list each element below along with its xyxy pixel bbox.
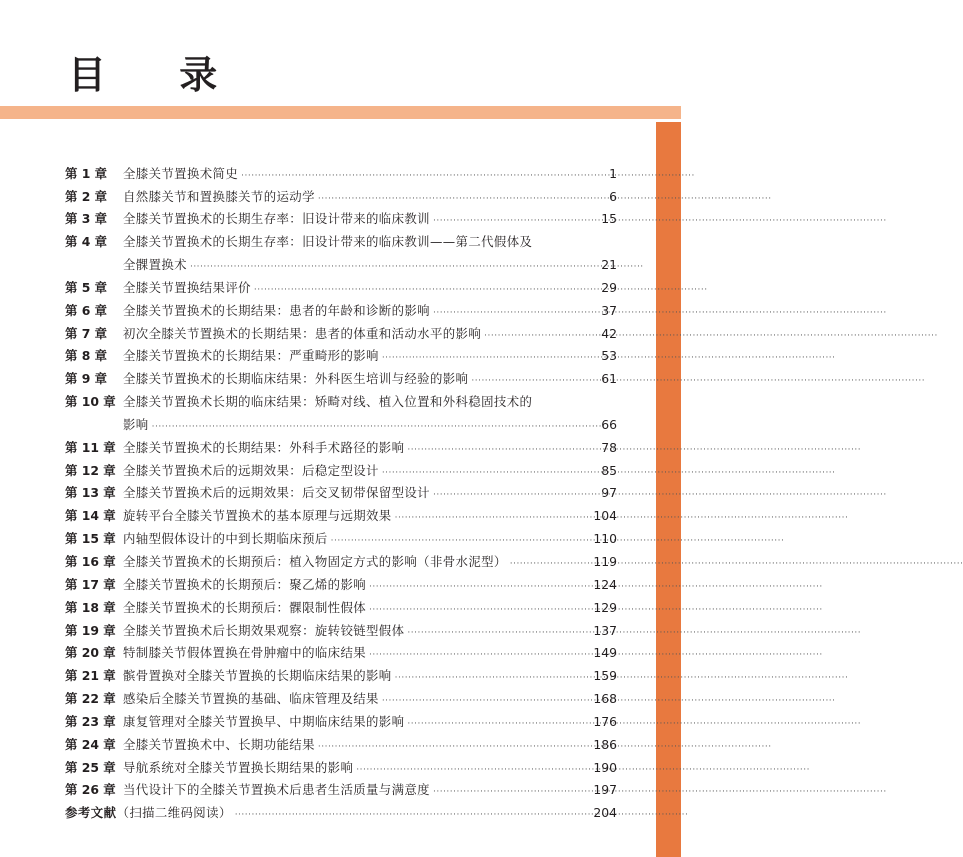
dot-leader xyxy=(407,439,596,462)
toc-entry-references[interactable] xyxy=(65,802,617,825)
toc-entry[interactable] xyxy=(65,574,617,597)
page-number: 159 xyxy=(593,668,617,684)
chapter-title: 初次全膝关节置换术的长期结果：患者的体重和活动水平的影响 xyxy=(123,325,482,341)
chapter-title: 全膝关节置换术后的远期效果：后交叉韧带保留型设计 xyxy=(123,485,430,501)
chapter-title: 全膝关节置换术后长期效果观察：旋转铰链型假体 xyxy=(123,622,405,638)
chapter-number: 第 14 章 xyxy=(65,508,116,524)
toc-entry[interactable] xyxy=(65,505,617,528)
dot-leader xyxy=(407,622,590,645)
chapter-number: 第 24 章 xyxy=(65,736,116,752)
chapter-title: 特制膝关节假体置换在骨肿瘤中的临床结果 xyxy=(123,645,367,661)
chapter-number: 第 7 章 xyxy=(65,325,108,341)
chapter-number: 第 6 章 xyxy=(65,302,108,318)
dot-leader xyxy=(484,325,596,348)
chapter-number: 第 5 章 xyxy=(65,279,108,295)
chapter-number: 第 10 章 xyxy=(65,394,116,410)
toc-entry[interactable] xyxy=(65,460,617,483)
dot-leader xyxy=(318,188,596,211)
dot-leader xyxy=(510,553,591,576)
chapter-number: 第 17 章 xyxy=(65,576,116,592)
dot-leader xyxy=(433,302,596,325)
toc-entry[interactable] xyxy=(65,711,617,734)
toc-entry[interactable] xyxy=(65,597,617,620)
references-note: （扫描二维码阅读） xyxy=(116,805,232,821)
toc-entry[interactable] xyxy=(65,528,617,551)
page-number: 29 xyxy=(601,279,617,295)
chapter-number: 第 22 章 xyxy=(65,691,116,707)
toc-entry[interactable] xyxy=(65,186,617,209)
chapter-number: 第 4 章 xyxy=(65,234,108,250)
page-number: 66 xyxy=(601,416,617,432)
dot-leader xyxy=(369,576,590,599)
dot-leader xyxy=(433,210,596,233)
dot-leader xyxy=(407,713,590,736)
chapter-title: 旋转平台全膝关节置换术的基本原理与远期效果 xyxy=(123,508,392,524)
toc-entry[interactable] xyxy=(65,345,617,368)
chapter-number: 第 2 章 xyxy=(65,188,108,204)
page-number: 1 xyxy=(609,166,617,181)
chapter-title: 全膝关节置换术的长期生存率：旧设计带来的临床教训 xyxy=(123,211,430,227)
page-number: 190 xyxy=(593,759,617,775)
page-number: 197 xyxy=(593,782,617,798)
page-number: 6 xyxy=(609,188,617,204)
chapter-number: 第 19 章 xyxy=(65,622,116,638)
page-number: 42 xyxy=(601,325,617,341)
dot-leader xyxy=(331,530,591,553)
toc-entry[interactable] xyxy=(65,642,617,665)
chapter-title: 全膝关节置换术的长期预后：聚乙烯的影响 xyxy=(123,576,367,592)
chapter-title: 髌骨置换对全膝关节置换的长期临床结果的影响 xyxy=(123,668,392,684)
dot-leader xyxy=(241,165,596,188)
toc-entry[interactable] xyxy=(65,734,617,757)
dot-leader xyxy=(190,256,596,279)
chapter-title: 当代设计下的全膝关节置换术后患者生活质量与满意度 xyxy=(123,782,430,798)
dot-leader xyxy=(382,462,596,485)
toc-entry[interactable] xyxy=(65,482,617,505)
chapter-title: 自然膝关节和置换膝关节的运动学 xyxy=(123,188,315,204)
chapter-title: 全膝关节置换术后的远期效果：后稳定型设计 xyxy=(123,462,379,478)
toc-entry[interactable] xyxy=(65,231,617,254)
page-number: 129 xyxy=(593,599,617,615)
dot-leader xyxy=(369,599,590,622)
chapter-number: 第 12 章 xyxy=(65,462,116,478)
toc-entry[interactable] xyxy=(65,163,617,186)
chapter-title: 全膝关节置换术的长期结果：严重畸形的影响 xyxy=(123,348,379,364)
page-number: 149 xyxy=(593,645,617,661)
toc-entry[interactable] xyxy=(65,620,617,643)
page-number: 110 xyxy=(593,531,617,547)
page-number: 204 xyxy=(593,805,617,821)
page-number: 104 xyxy=(593,508,617,524)
toc-entry[interactable] xyxy=(65,277,617,300)
chapter-title: 导航系统对全膝关节置换长期结果的影响 xyxy=(123,759,354,775)
page-number: 124 xyxy=(593,576,617,592)
chapter-number: 第 11 章 xyxy=(65,439,116,455)
page-number: 97 xyxy=(601,485,617,501)
dot-leader xyxy=(395,667,591,690)
page-number: 15 xyxy=(601,211,617,227)
chapter-title: 全膝关节置换术简史 xyxy=(123,166,239,181)
toc-entry[interactable] xyxy=(65,254,617,277)
toc-entry[interactable] xyxy=(65,757,617,780)
page-number: 53 xyxy=(601,348,617,364)
chapter-title: 全膝关节置换术的长期生存率：旧设计带来的临床教训——第二代假体及 xyxy=(123,234,533,250)
dot-leader xyxy=(369,644,590,667)
chapter-number: 第 18 章 xyxy=(65,599,116,615)
dot-leader xyxy=(471,370,596,393)
chapter-title: 全膝关节置换结果评价 xyxy=(123,279,251,295)
dot-leader xyxy=(433,484,596,507)
toc-entry[interactable] xyxy=(65,437,617,460)
chapter-number: 第 26 章 xyxy=(65,782,116,798)
page-number: 78 xyxy=(601,439,617,455)
page-number: 186 xyxy=(593,736,617,752)
chapter-number: 第 13 章 xyxy=(65,485,116,501)
chapter-title: 康复管理对全膝关节置换早、中期临床结果的影响 xyxy=(123,713,405,729)
chapter-title: 全膝关节置换术中、长期功能结果 xyxy=(123,736,315,752)
table-of-contents xyxy=(65,163,617,825)
page-number: 85 xyxy=(601,462,617,478)
page-number: 119 xyxy=(593,554,617,569)
toc-entry[interactable] xyxy=(65,208,617,231)
page-title: 目 录 xyxy=(68,53,248,97)
chapter-title: 影响 xyxy=(123,416,149,432)
toc-entry[interactable] xyxy=(65,665,617,688)
chapter-number: 第 16 章 xyxy=(65,554,116,569)
dot-leader xyxy=(433,781,590,804)
toc-entry[interactable] xyxy=(65,779,617,802)
dot-leader xyxy=(318,736,590,759)
chapter-number: 第 1 章 xyxy=(65,166,108,181)
toc-entry[interactable] xyxy=(65,414,617,437)
chapter-number: 第 8 章 xyxy=(65,348,108,364)
page-number: 176 xyxy=(593,713,617,729)
chapter-title: 全膝关节置换术的长期预后：髁限制性假体 xyxy=(123,599,367,615)
chapter-number: 第 9 章 xyxy=(65,371,108,387)
page-number: 137 xyxy=(593,622,617,638)
references-label: 参考文献 xyxy=(65,805,117,821)
chapter-title: 全膝关节置换术的长期临床结果：外科医生培训与经验的影响 xyxy=(123,371,469,387)
chapter-number: 第 21 章 xyxy=(65,668,116,684)
chapter-title: 全膝关节置换术的长期结果：患者的年龄和诊断的影响 xyxy=(123,302,430,318)
toc-entry[interactable] xyxy=(65,551,617,574)
chapter-number: 第 20 章 xyxy=(65,645,116,661)
chapter-title: 全膝关节置换术长期的临床结果：矫畸对线、植入位置和外科稳固技术的 xyxy=(123,394,533,410)
page-number: 168 xyxy=(593,691,617,707)
chapter-title: 全膝关节置换术的长期预后：植入物固定方式的影响（非骨水泥型） xyxy=(123,554,507,569)
header-band xyxy=(0,106,681,119)
toc-entry[interactable] xyxy=(65,368,617,391)
page-number: 37 xyxy=(601,302,617,318)
toc-entry[interactable] xyxy=(65,688,617,711)
page-number: 61 xyxy=(601,371,617,387)
toc-entry[interactable] xyxy=(65,323,617,346)
dot-leader xyxy=(356,759,590,782)
chapter-number: 第 15 章 xyxy=(65,531,116,547)
chapter-number: 第 3 章 xyxy=(65,211,108,227)
dot-leader xyxy=(382,690,591,713)
dot-leader xyxy=(152,416,596,439)
chapter-number: 第 23 章 xyxy=(65,713,116,729)
toc-entry[interactable] xyxy=(65,391,617,414)
chapter-number: 第 25 章 xyxy=(65,759,116,775)
page-number: 21 xyxy=(601,257,617,273)
dot-leader xyxy=(254,279,596,302)
dot-leader xyxy=(235,804,591,827)
dot-leader xyxy=(395,507,591,530)
chapter-title: 内轴型假体设计的中到长期临床预后 xyxy=(123,531,328,547)
dot-leader xyxy=(382,347,596,370)
toc-entry[interactable] xyxy=(65,300,617,323)
chapter-title: 全膝关节置换术的长期结果：外科手术路径的影响 xyxy=(123,439,405,455)
chapter-title: 全髁置换术 xyxy=(123,257,187,273)
chapter-title: 感染后全膝关节置换的基础、临床管理及结果 xyxy=(123,691,379,707)
